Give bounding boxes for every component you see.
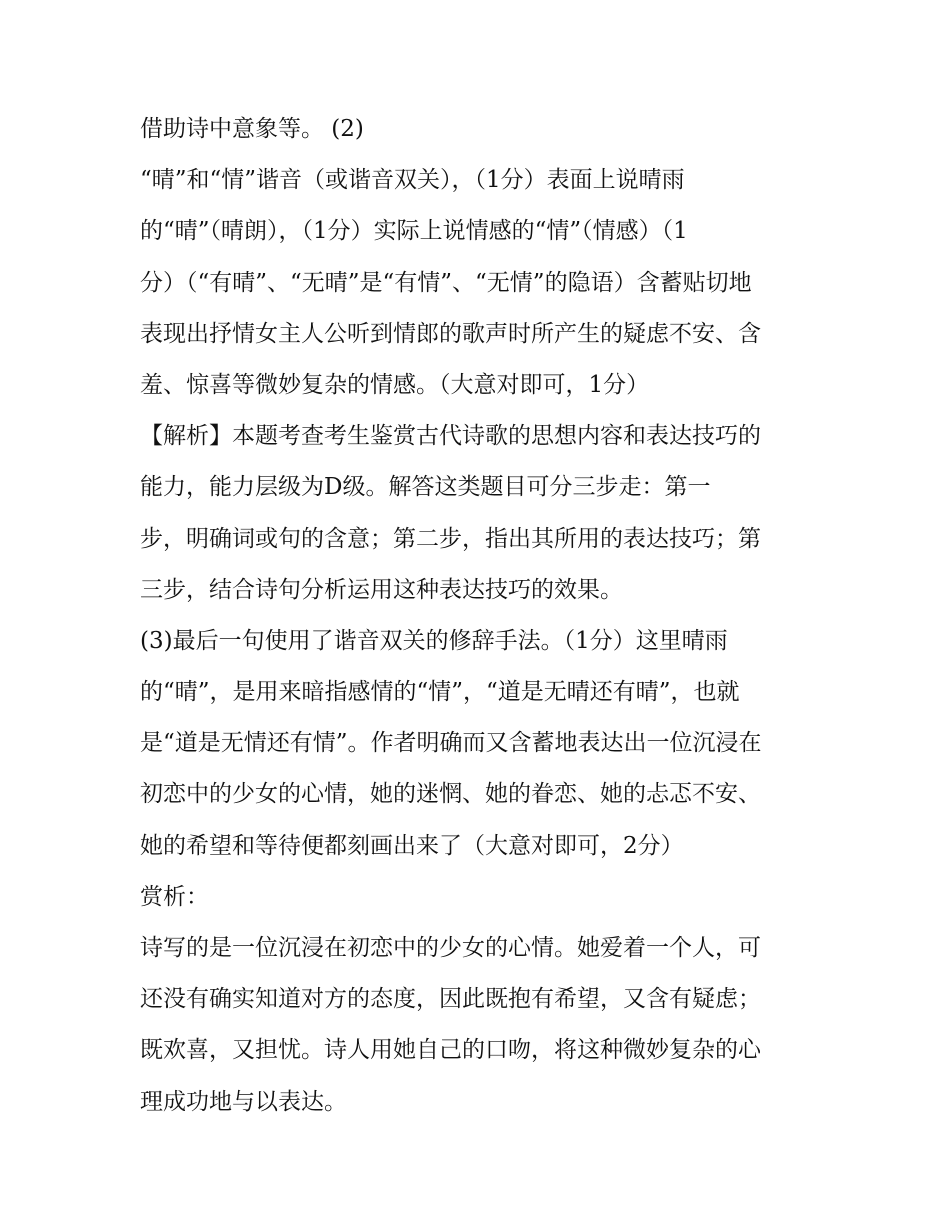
text-line: 她的希望和等待便都刻画出来了（大意对即可，2分） (140, 832, 684, 859)
text-line: 分）（“有晴”、“无晴”是“有情”、“无情”的隐语）含蓄贴切地 (140, 269, 752, 296)
analysis-line: 步，明确词或句的含意；第二步，指出其所用的表达技巧；第 (140, 525, 761, 552)
answer-text-block (140, 104, 830, 1128)
appreciation-line: 还没有确实知道对方的态度，因此既抱有希望，又含有疑虑； (140, 986, 761, 1013)
appreciation-line: 既欢喜，又担忧。诗人用她自己的口吻，将这种微妙复杂的心 (140, 1037, 761, 1064)
appreciation-line: 诗写的是一位沉浸在初恋中的少女的心情。她爱着一个人，可 (140, 935, 761, 961)
text-line: 是“道是无情还有情”。作者明确而又含蓄地表达出一位沉浸在 (140, 730, 762, 757)
analysis-line: 三步，结合诗句分析运用这种表达技巧的效果。 (140, 576, 623, 603)
text-line: 羞、惊喜等微妙复杂的情感。（大意对即可，1分） (140, 371, 650, 398)
text-line: 的“晴”，是用来暗指感情的“情”，“道是无晴还有晴”，也就 (140, 679, 740, 706)
text-line: (3)最后一句使用了谐音双关的修辞手法。（1分）这里晴雨 (140, 627, 728, 654)
text-line: 初恋中的少女的心情，她的迷惘、她的眷恋、她的忐忑不安、 (140, 781, 761, 808)
analysis-line: 能力，能力层级为D级。解答这类题目可分三步走：第一 (140, 474, 711, 501)
analysis-line: 【解析】本题考查考生鉴赏古代诗歌的思想内容和表达技巧的 (140, 423, 761, 450)
text-line: 表现出抒情女主人公听到情郎的歌声时所产生的疑虑不安、含 (140, 320, 761, 347)
text-line: 借助诗中意象等。 (2) (140, 116, 364, 142)
appreciation-heading: 赏析： (140, 883, 209, 910)
text-line: 的“晴”（晴朗），（1分）实际上说情感的“情”（情感）（1 (140, 218, 688, 245)
text-line: “晴”和“情”谐音（或谐音双关），（1分）表面上说晴雨 (140, 167, 685, 194)
appreciation-line: 理成功地与以表达。 (140, 1088, 347, 1115)
